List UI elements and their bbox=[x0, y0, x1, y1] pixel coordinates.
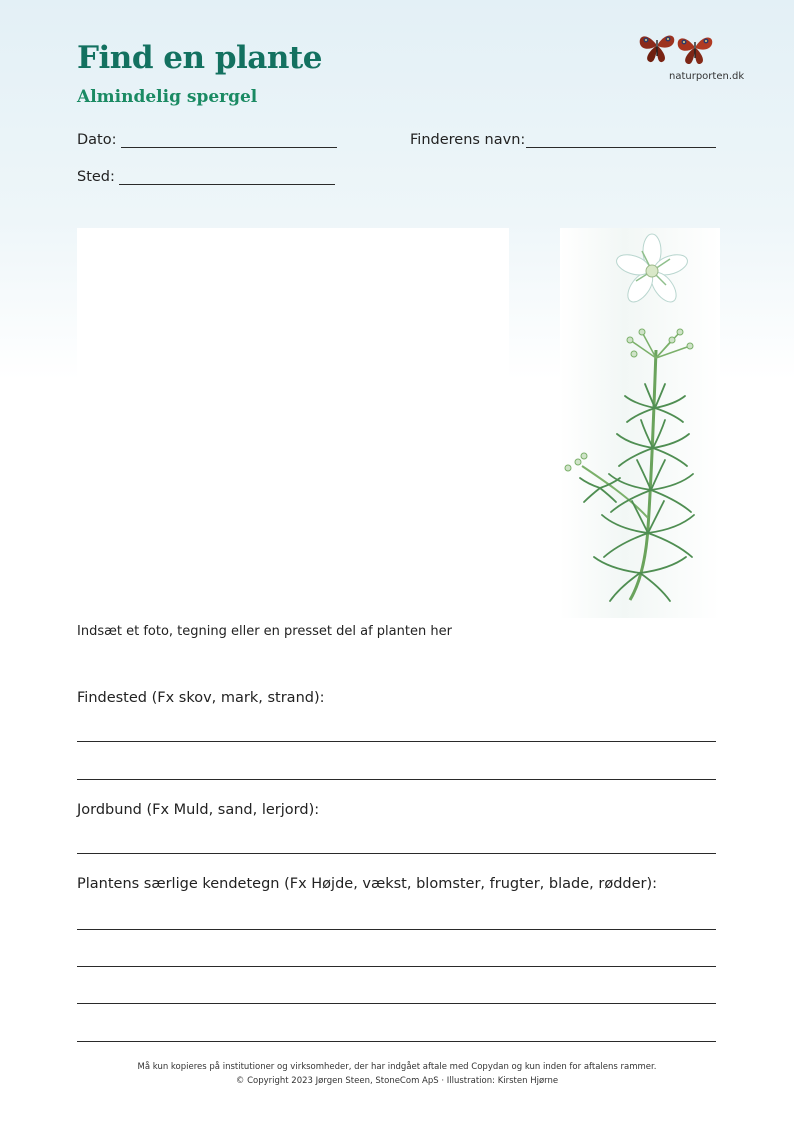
plant-name-subtitle: Almindelig spergel bbox=[77, 87, 258, 107]
photo-caption: Indsæt et foto, tegning eller en presset del af planten her bbox=[77, 624, 452, 639]
place-label: Sted: bbox=[77, 169, 115, 185]
place-field[interactable] bbox=[119, 184, 335, 185]
copyright-notice: © Copyright 2023 Jørgen Steen, StoneCom ApS · Illustration: Kirsten Hjørne bbox=[235, 1076, 559, 1086]
date-field[interactable] bbox=[121, 147, 337, 148]
site-logo-text: naturporten.dk bbox=[669, 71, 745, 82]
question-habitat-label: Findested (Fx skov, mark, strand): bbox=[77, 690, 325, 706]
question-soil-label: Jordbund (Fx Muld, sand, lerjord): bbox=[77, 802, 320, 818]
copy-notice: Må kun kopieres på institutioner og virksomheder, der har indgået aftale med Copydan og kun inden for aftalens rammer. bbox=[137, 1062, 657, 1072]
answer-line[interactable] bbox=[77, 1041, 716, 1042]
page-title: Find en plante bbox=[77, 40, 322, 76]
answer-line[interactable] bbox=[77, 966, 716, 967]
photo-placeholder-area[interactable] bbox=[77, 228, 509, 628]
spergel-plant-illustration bbox=[560, 228, 720, 618]
butterfly-icon bbox=[636, 26, 718, 64]
finder-name-field[interactable] bbox=[526, 147, 716, 148]
answer-line[interactable] bbox=[77, 853, 716, 854]
answer-line[interactable] bbox=[77, 929, 716, 930]
finder-name-label: Finderens navn: bbox=[410, 132, 526, 148]
answer-line[interactable] bbox=[77, 741, 716, 742]
answer-line[interactable] bbox=[77, 779, 716, 780]
question-features-label: Plantens særlige kendetegn (Fx Højde, vækst, blomster, frugter, blade, rødder): bbox=[77, 876, 658, 892]
answer-line[interactable] bbox=[77, 1003, 716, 1004]
date-label: Dato: bbox=[77, 132, 117, 148]
